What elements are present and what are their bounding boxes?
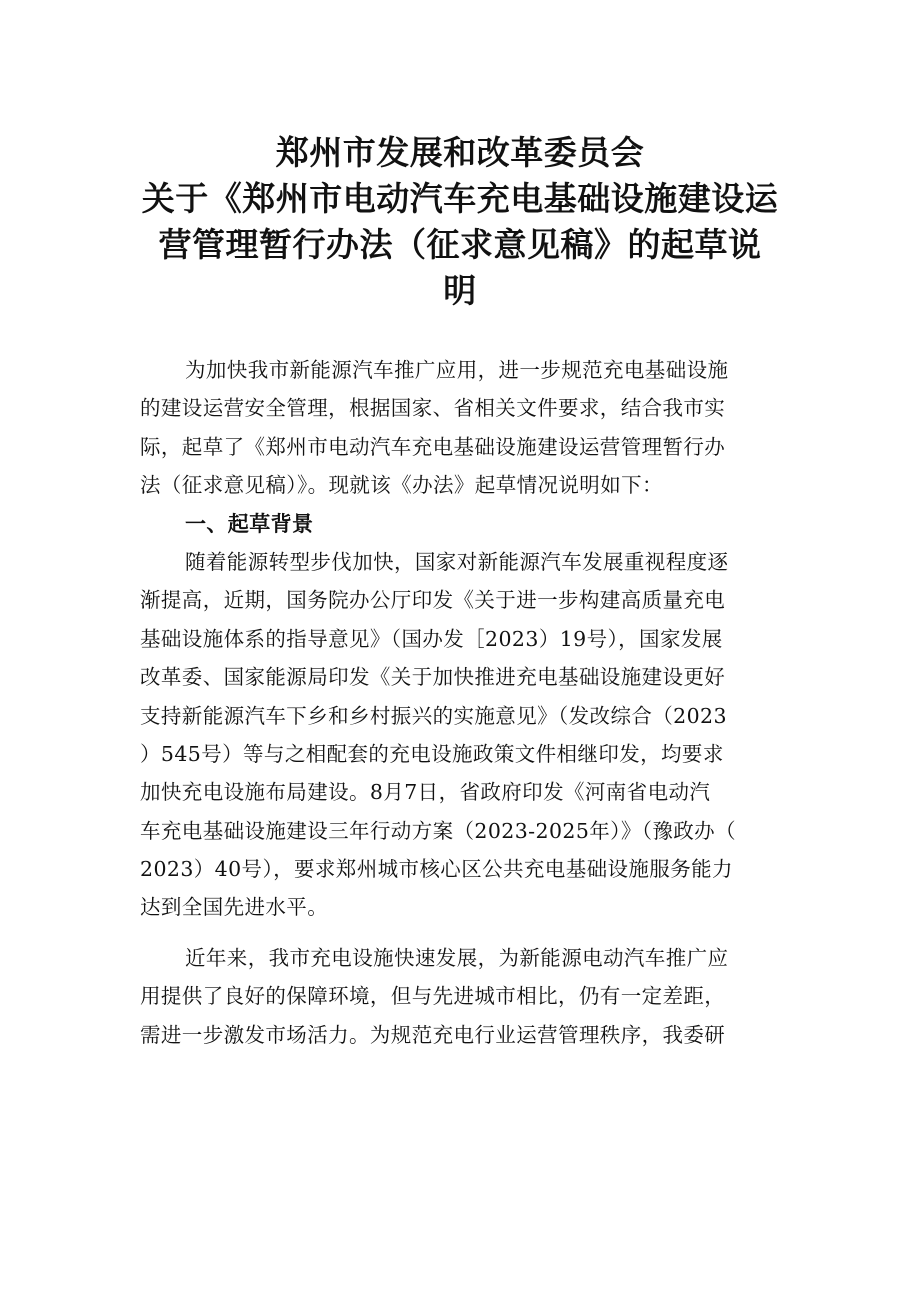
recent-paragraph xyxy=(140,939,785,1054)
intro-paragraph xyxy=(140,351,785,505)
text-line: ）545号）等与之相配套的充电设施政策文件相继印发，均要求 xyxy=(140,741,724,766)
title-line-4: 明 xyxy=(443,271,477,310)
text-line: 渐提高，近期，国务院办公厅印发《关于进一步构建高质量充电 xyxy=(140,588,726,613)
text-line: 改革委、国家能源局印发《关于加快推进充电基础设施建设更好 xyxy=(140,665,726,690)
document-body xyxy=(140,351,785,1054)
title-line-3: 营管理暂行办法（征求意见稿》的起草说 xyxy=(158,225,762,264)
text-line: 为加快我市新能源汽车推广应用，进一步规范充电基础设施 xyxy=(185,358,729,382)
text-line: 2023）40号），要求郑州城市核心区公共充电基础设施服务能力 xyxy=(140,857,733,882)
text-line: 车充电基础设施建设三年行动方案（2023-2025年）》（豫政办（ xyxy=(140,818,736,843)
text-line: 际，起草了《郑州市电动汽车充电基础设施建设运营管理暂行办 xyxy=(140,434,726,459)
background-paragraph xyxy=(140,543,785,927)
document-title xyxy=(140,130,780,314)
title-line-1: 郑州市发展和改革委员会 xyxy=(275,133,645,172)
text-line: 达到全国先进水平。 xyxy=(140,895,329,920)
text-line: 加快充电设施布局建设。8月7日，省政府印发《河南省电动汽 xyxy=(140,780,711,805)
text-line: 法（征求意见稿）》。现就该《办法》起草情况说明如下： xyxy=(140,473,663,498)
text-line: 的建设运营安全管理，根据国家、省相关文件要求，结合我市实 xyxy=(140,396,726,421)
text-line: 需进一步激发市场活力。为规范充电行业运营管理秩序，我委研 xyxy=(140,1022,726,1047)
text-line: 支持新能源汽车下乡和乡村振兴的实施意见》（发改综合（2023 xyxy=(140,703,727,728)
text-line: 基础设施体系的指导意见》（国办发［2023）19号），国家发展 xyxy=(140,626,723,651)
text-line: 用提供了良好的保障环境，但与先进城市相比，仍有一定差距， xyxy=(140,984,726,1009)
title-line-2: 关于《郑州市电动汽车充电基础设施建设运 xyxy=(141,179,779,218)
text-line: 随着能源转型步伐加快，国家对新能源汽车发展重视程度逐 xyxy=(185,549,729,574)
paragraph-gap xyxy=(140,927,785,939)
section-heading-background: 一、起草背景 xyxy=(185,511,314,536)
text-line: 近年来，我市充电设施快速发展，为新能源电动汽车推广应 xyxy=(185,945,729,970)
